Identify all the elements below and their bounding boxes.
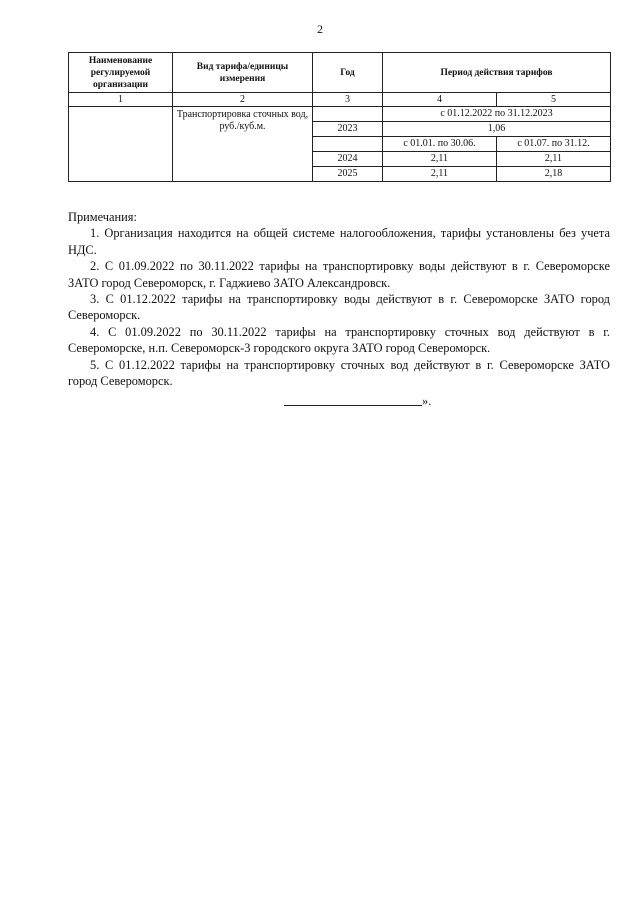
column-number: 2 xyxy=(173,93,313,107)
year-cell: 2023 xyxy=(313,122,383,137)
closing-line-block xyxy=(284,394,431,409)
tariff-value-cell: 2,11 xyxy=(383,167,497,182)
tariff-value-cell: 2,11 xyxy=(497,152,611,167)
organization-cell xyxy=(69,107,173,182)
column-number: 1 xyxy=(69,93,173,107)
note-item: 3. С 01.12.2022 тарифы на транспортировку воды действуют в г. Североморске ЗАТО город Североморск. xyxy=(68,292,610,323)
column-number-row xyxy=(69,93,611,107)
tariff-table xyxy=(68,52,611,182)
half-year-second-label: с 01.07. по 31.12. xyxy=(497,137,611,152)
notes-title: Примечания: xyxy=(68,210,137,224)
note-item: 5. С 01.12.2022 тарифы на транспортировку сточных вод действуют в г. Североморске ЗАТО город Североморск. xyxy=(68,357,610,389)
year-cell: 2025 xyxy=(313,167,383,182)
tariff-value-cell: 2,18 xyxy=(497,167,611,182)
header-tariff-type: Вид тарифа/единицы измерения xyxy=(173,53,313,93)
year-cell-empty xyxy=(313,107,383,122)
column-number: 3 xyxy=(313,93,383,107)
page-number: 2 xyxy=(317,22,323,36)
header-period: Период действия тарифов xyxy=(383,53,611,93)
table-row xyxy=(69,107,611,122)
header-year: Год xyxy=(313,53,383,93)
closing-quote: ». xyxy=(422,394,432,408)
note-item: 2. С 01.09.2022 по 30.11.2022 тарифы на транспортировку воды действуют в г. Североморске ЗАТО город Североморск, г. Гаджиево ЗАТО Александровск. xyxy=(68,259,610,290)
note-item: 1. Организация находится на общей системе налогообложения, тарифы установлены без учета НДС. xyxy=(68,226,610,257)
column-number: 5 xyxy=(497,93,611,107)
tariff-value-cell: 1,06 xyxy=(383,122,611,137)
header-organization: Наименование регулируемой организации xyxy=(69,53,173,93)
tariff-value-cell: 2,11 xyxy=(383,152,497,167)
table-header-row xyxy=(69,53,611,93)
note-item: 4. С 01.09.2022 по 30.11.2022 тарифы на транспортировку сточных вод действуют в г. Североморске, н.п. Североморск-3 городского округа ЗАТО город Североморск. xyxy=(68,324,610,356)
half-year-first-label: с 01.01. по 30.06. xyxy=(383,137,497,152)
year-cell: 2024 xyxy=(313,152,383,167)
notes-section xyxy=(68,209,610,389)
blank-line xyxy=(284,405,422,406)
year-cell-empty xyxy=(313,137,383,152)
service-cell: Транспортировка сточных вод, руб./куб.м. xyxy=(173,107,313,182)
column-number: 4 xyxy=(383,93,497,107)
period-2023-label: с 01.12.2022 по 31.12.2023 xyxy=(383,107,611,122)
